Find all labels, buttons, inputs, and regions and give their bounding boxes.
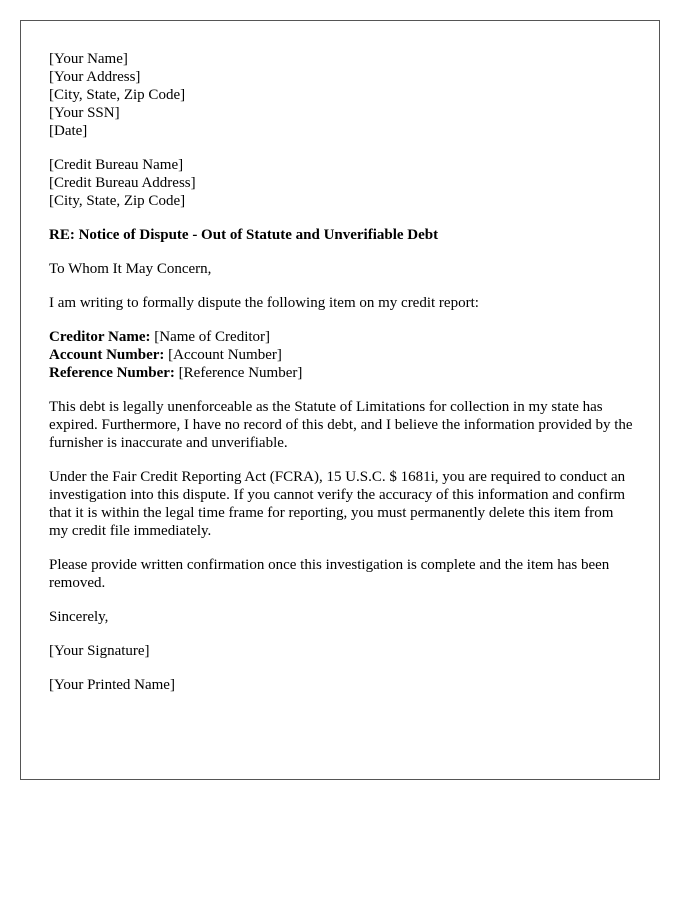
subject-line: RE: Notice of Dispute - Out of Statute and Unverifiable Debt	[49, 227, 439, 243]
account-number-value: [Account Number]	[164, 347, 282, 363]
sender-city-state-zip: [City, State, Zip Code]	[49, 87, 186, 103]
printed-name: [Your Printed Name]	[49, 677, 175, 693]
signature: [Your Signature]	[49, 643, 150, 659]
statute-paragraph: This debt is legally unenforceable as the Statute of Limitations for collection in my state has expired. Furthermore, I have no record of this debt, and I believe the information provided by the furnisher is inaccurate and unverifiable.	[49, 399, 633, 451]
dispute-details	[49, 328, 634, 382]
fcra-paragraph: Under the Fair Credit Reporting Act (FCRA), 15 U.S.C. $ 1681i, you are required to conduct an investigation into this dispute. If you cannot verify the accuracy of this information and confirm that it is within the legal time frame for reporting, you must permanently delete this item from my credit file immediately.	[49, 469, 626, 539]
recipient-name: [Credit Bureau Name]	[49, 157, 184, 173]
reference-number-value: [Reference Number]	[174, 365, 303, 381]
reference-number-label: Reference Number:	[49, 365, 175, 381]
recipient-address: [Credit Bureau Address]	[49, 175, 196, 191]
creditor-name-row	[49, 328, 634, 346]
recipient-block	[49, 156, 634, 210]
letter-date: [Date]	[49, 123, 88, 139]
letter-page	[20, 20, 660, 780]
creditor-name-label: Creditor Name:	[49, 329, 151, 345]
creditor-name-value: [Name of Creditor]	[150, 329, 271, 345]
account-number-row	[49, 346, 634, 364]
salutation: To Whom It May Concern,	[49, 261, 212, 277]
sender-address: [Your Address]	[49, 69, 141, 85]
sender-ssn: [Your SSN]	[49, 105, 120, 121]
sender-name: [Your Name]	[49, 51, 128, 67]
closing: Sincerely,	[49, 609, 109, 625]
letter-content	[49, 50, 634, 710]
sender-block	[49, 50, 634, 140]
account-number-label: Account Number:	[49, 347, 165, 363]
intro-paragraph: I am writing to formally dispute the following item on my credit report:	[49, 295, 479, 311]
confirmation-paragraph: Please provide written confirmation once this investigation is complete and the item has been removed.	[49, 557, 610, 591]
recipient-city-state-zip: [City, State, Zip Code]	[49, 193, 186, 209]
reference-number-row	[49, 364, 634, 382]
